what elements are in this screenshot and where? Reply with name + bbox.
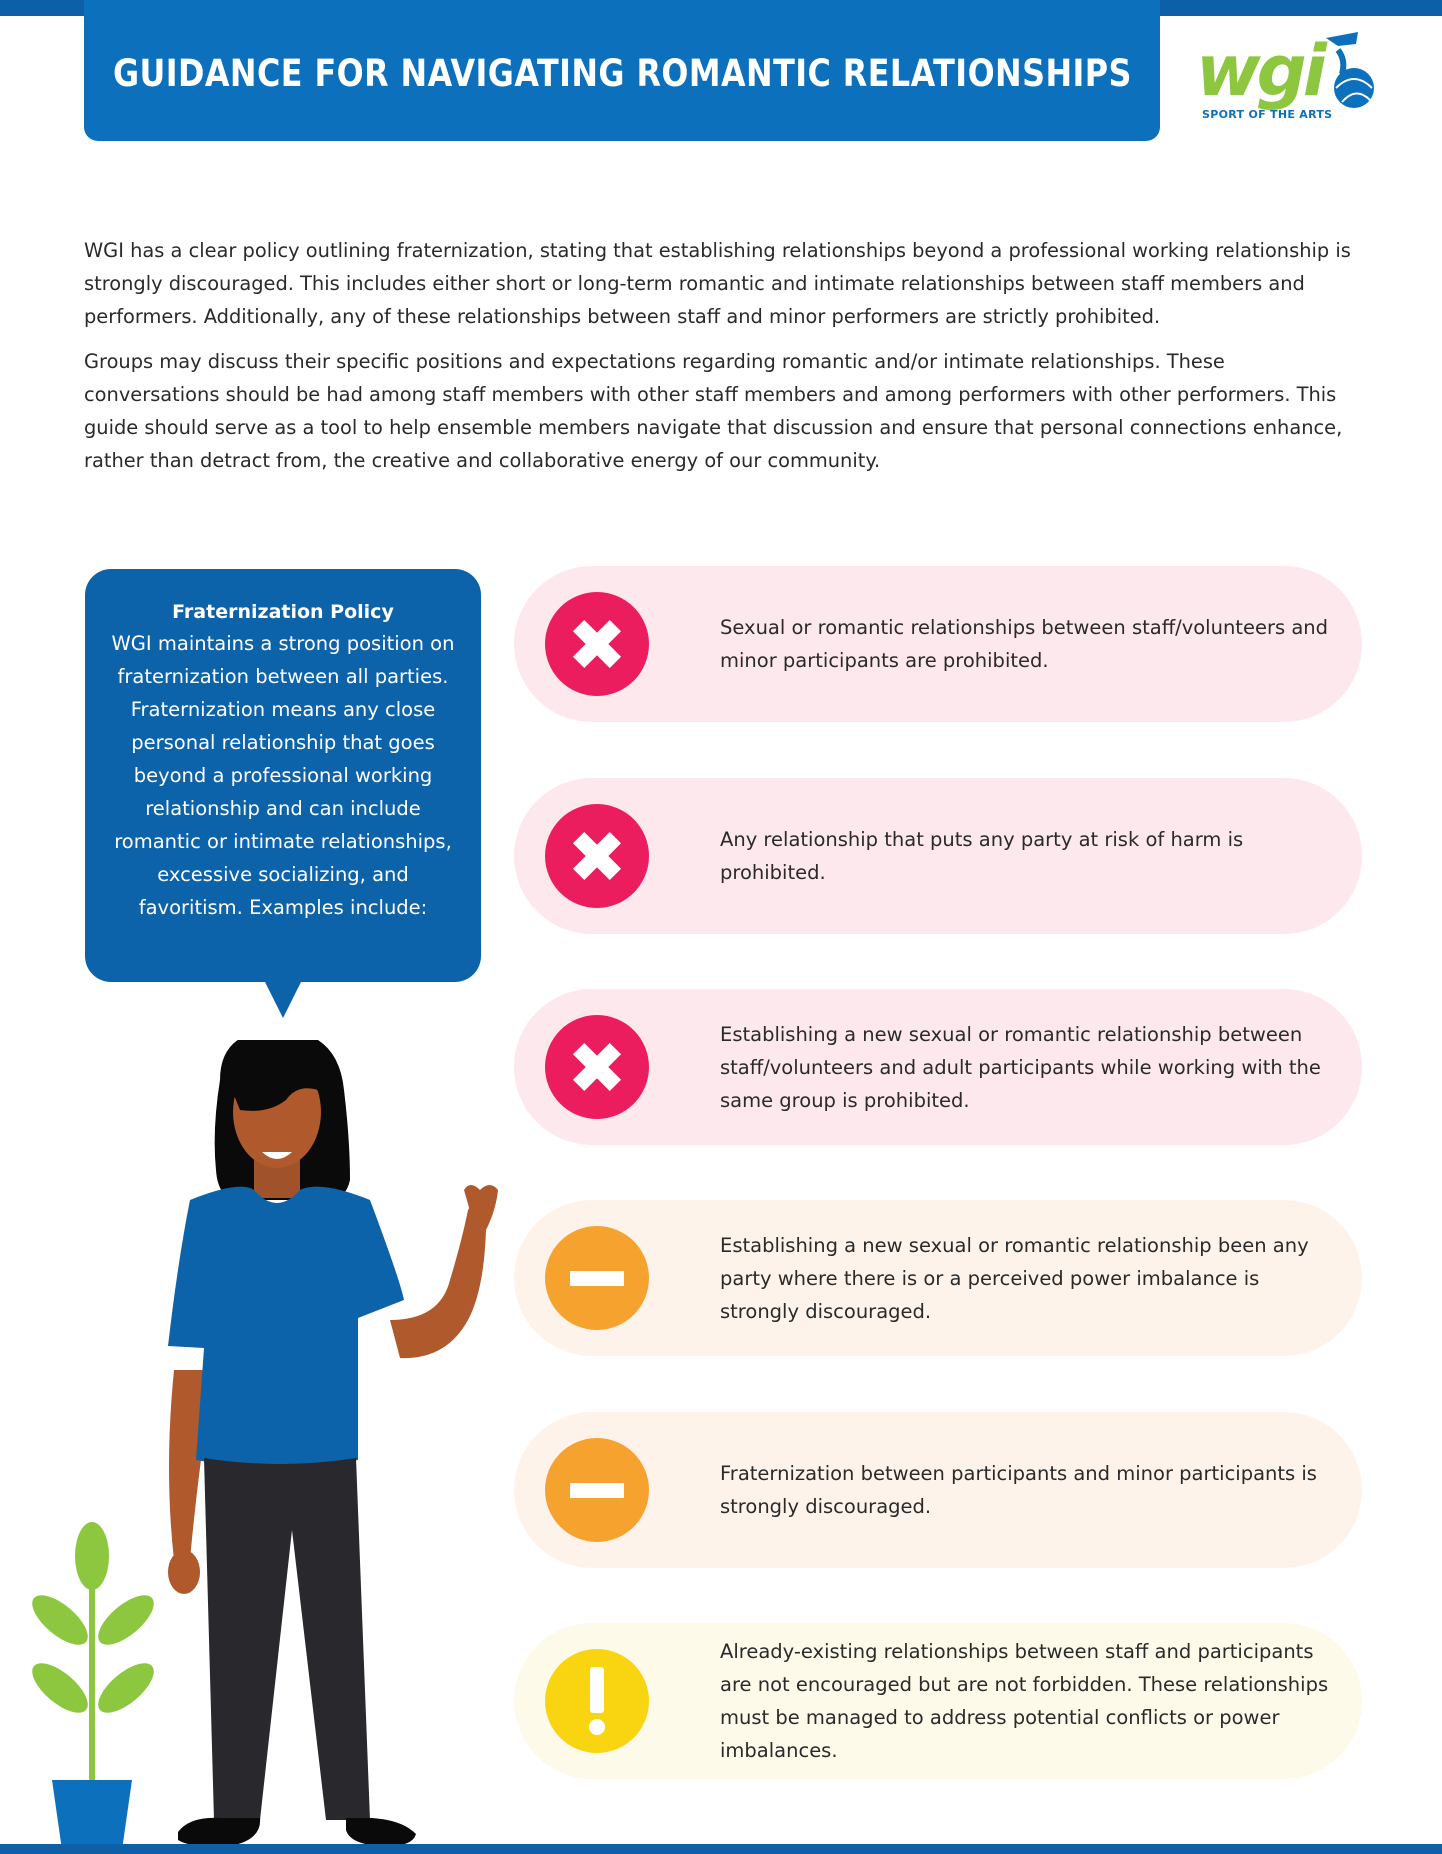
potted-plant-illustration — [28, 1520, 158, 1850]
minus-icon — [545, 1438, 649, 1542]
intro-text — [84, 234, 1364, 489]
rule-text: Establishing a new sexual or romantic relationship been any party where there is or a perceived power imbalance is strongly discouraged. — [720, 1233, 1309, 1323]
rule-item-2 — [514, 778, 1362, 934]
rule-text: Already-existing relationships between staff and participants are not encouraged but are not forbidden. These relationships must be managed to address potential conflicts or power imbalances. — [720, 1640, 1329, 1762]
logo-tagline: SPORT OF THE ARTS — [1202, 108, 1333, 121]
rule-item-3 — [514, 989, 1362, 1145]
policy-body: WGI maintains a strong position on fraternization between all parties. Fraternization means any close personal relationship that goes beyond a professional working relationship and can include romantic or intimate relationships, excessive socializing, and favoritism. Examples include: — [111, 632, 455, 919]
rule-item-6 — [514, 1623, 1362, 1779]
logo-wordmark: wgi — [1196, 30, 1323, 112]
fraternization-policy-bubble — [85, 569, 481, 982]
rule-text: Sexual or romantic relationships between staff/volunteers and minor participants are prohibited. — [720, 616, 1329, 672]
x-icon — [545, 592, 649, 696]
policy-title: Fraternization Policy — [172, 601, 394, 623]
rule-item-1 — [514, 566, 1362, 722]
title-banner — [84, 0, 1160, 141]
minus-icon — [545, 1226, 649, 1330]
rule-item-5 — [514, 1412, 1362, 1568]
exclamation-icon — [545, 1649, 649, 1753]
rule-text: Any relationship that puts any party at risk of harm is prohibited. — [720, 828, 1244, 884]
rule-item-4 — [514, 1200, 1362, 1356]
wgi-logo — [1196, 30, 1376, 130]
x-icon — [545, 804, 649, 908]
waving-woman-illustration — [150, 1040, 520, 1850]
rule-text: Establishing a new sexual or romantic relationship between staff/volunteers and adult participants while working with the same group is prohibited. — [720, 1022, 1321, 1112]
speech-bubble-tail — [264, 980, 302, 1018]
bottom-stripe — [0, 1844, 1442, 1854]
rule-text: Fraternization between participants and minor participants is strongly discouraged. — [720, 1462, 1317, 1518]
page-title: GUIDANCE FOR NAVIGATING ROMANTIC RELATIONSHIPS — [112, 52, 1132, 95]
x-icon — [545, 1015, 649, 1119]
intro-paragraph-2: Groups may discuss their specific positions and expectations regarding romantic and/or intimate relationships. These conversations should be had among staff members with other staff members and among performers with other performers. This guide should serve as a tool to help ensemble members navigate that discussion and ensure that personal connections enhance, rather than detract from, the creative and collaborative energy of our community. — [84, 350, 1343, 472]
intro-paragraph-1: WGI has a clear policy outlining fraternization, stating that establishing relationships beyond a professional working relationship is strongly discouraged. This includes either short or long-term romantic and intimate relationships between staff members and performers. Additionally, any of these relationships between staff and minor performers are strictly prohibited. — [84, 239, 1351, 328]
